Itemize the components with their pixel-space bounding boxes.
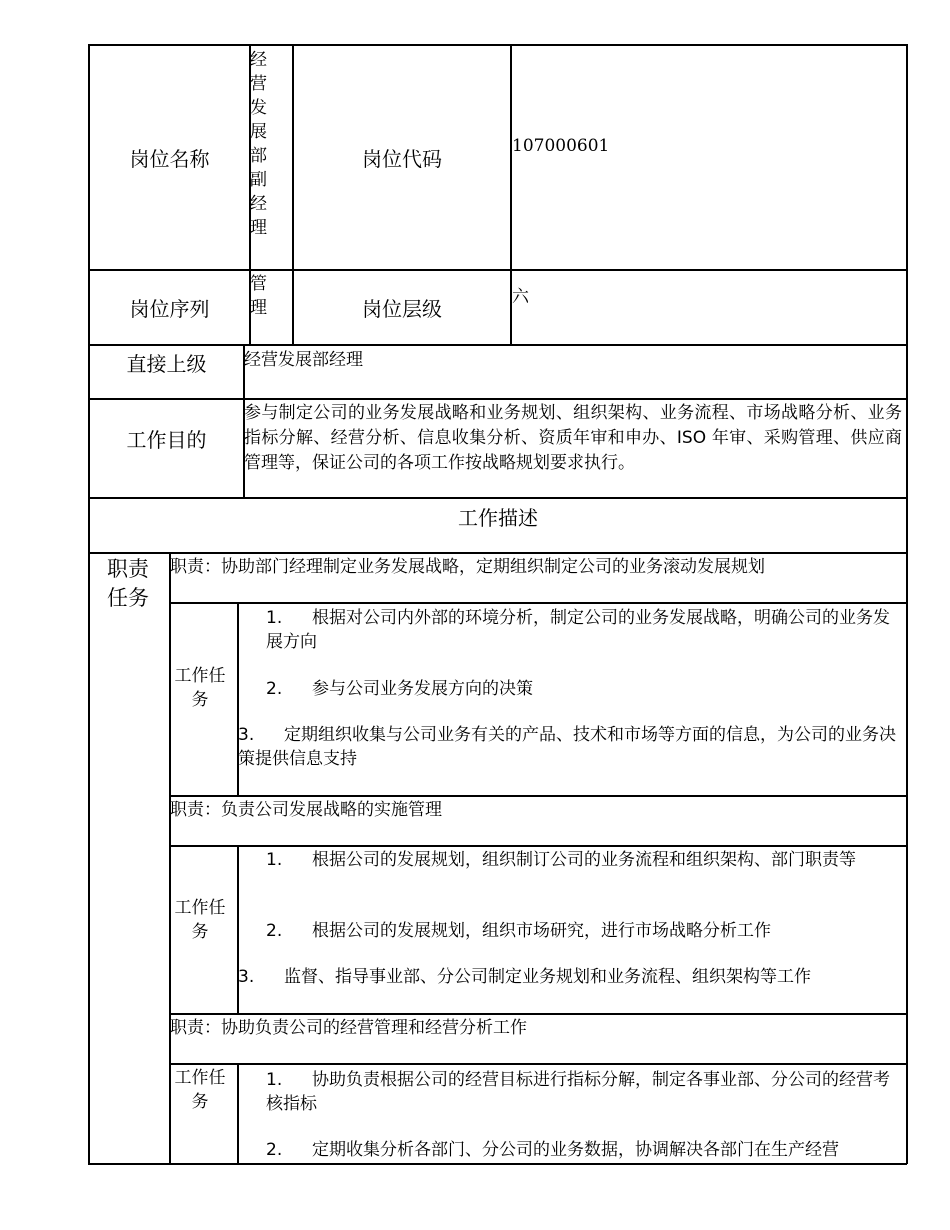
position-name-value: 经营发展部副经理 bbox=[250, 50, 267, 238]
row-divider bbox=[88, 552, 907, 554]
task-text: 根据对公司内外部的环境分析，制定公司的业务发展战略，明确公司的业务发展方向 bbox=[266, 608, 890, 652]
position-sequence-value: 管理 bbox=[250, 274, 267, 318]
task-item bbox=[266, 606, 896, 654]
position-code-value: 107000601 bbox=[512, 136, 610, 156]
task-number: 3. bbox=[238, 725, 255, 745]
duty-title: 职责：负责公司发展战略的实施管理 bbox=[170, 800, 442, 820]
task-number: 1. bbox=[266, 1070, 283, 1090]
task-text: 监督、指导事业部、分公司制定业务规划和业务流程、组织架构等工作 bbox=[284, 967, 811, 987]
task-text: 根据公司的发展规划，组织市场研究，进行市场战略分析工作 bbox=[312, 921, 771, 941]
section-title: 工作描述 bbox=[458, 505, 538, 530]
column-divider bbox=[237, 1063, 239, 1163]
task-item bbox=[266, 1068, 896, 1116]
task-number: 2. bbox=[266, 679, 283, 699]
duty-title: 职责：协助部门经理制定业务发展战略，定期组织制定公司的业务滚动发展规划 bbox=[170, 557, 765, 577]
task-item bbox=[266, 677, 896, 701]
task-text: 定期组织收集与公司业务有关的产品、技术和市场等方面的信息，为公司的业务决策提供信息支持 bbox=[238, 725, 896, 769]
row-divider bbox=[169, 1013, 907, 1015]
position-sequence-label: 岗位序列 bbox=[129, 297, 210, 321]
task-label: 工作任务 bbox=[174, 898, 226, 942]
task-number: 3. bbox=[238, 967, 255, 987]
table-border-bottom bbox=[88, 1163, 907, 1165]
task-label: 工作任务 bbox=[174, 666, 226, 710]
position-name-label: 岗位名称 bbox=[129, 147, 210, 171]
table-border-right bbox=[906, 44, 908, 1164]
work-purpose-label: 工作目的 bbox=[126, 427, 207, 452]
duties-label: 职责任务 bbox=[107, 557, 149, 610]
task-item bbox=[266, 919, 896, 943]
row-divider bbox=[169, 602, 907, 604]
row-divider bbox=[169, 1063, 907, 1065]
position-level-value: 六 bbox=[512, 287, 529, 307]
task-item bbox=[238, 723, 896, 771]
task-item bbox=[266, 1138, 896, 1162]
row-divider bbox=[169, 845, 907, 847]
task-text: 定期收集分析各部门、分公司的业务数据，协调解决各部门在生产经营 bbox=[312, 1140, 839, 1160]
duty-title: 职责：协助负责公司的经营管理和经营分析工作 bbox=[170, 1018, 527, 1038]
direct-superior-value: 经营发展部经理 bbox=[244, 350, 363, 370]
direct-superior-label: 直接上级 bbox=[126, 351, 207, 376]
task-label: 工作任务 bbox=[174, 1068, 226, 1112]
task-item bbox=[238, 965, 896, 989]
task-text: 根据公司的发展规划，组织制订公司的业务流程和组织架构、部门职责等 bbox=[312, 850, 856, 870]
task-number: 1. bbox=[266, 608, 283, 628]
task-item bbox=[266, 848, 896, 872]
task-number: 2. bbox=[266, 921, 283, 941]
task-number: 1. bbox=[266, 850, 283, 870]
task-text: 协助负责根据公司的经营目标进行指标分解，制定各事业部、分公司的经营考核指标 bbox=[266, 1070, 890, 1114]
task-number: 2. bbox=[266, 1140, 283, 1160]
row-divider bbox=[169, 795, 907, 797]
position-level-label: 岗位层级 bbox=[362, 297, 442, 321]
column-divider bbox=[169, 552, 171, 1163]
work-purpose-value: 参与制定公司的业务发展战略和业务规划、组织架构、业务流程、市场战略分析、业务指标分解、经营分析、信息收集分析、资质年审和申办、ISO 年审、采购管理、供应商管理等，保证公司的各项工作按战略规划要求执行。 bbox=[244, 403, 902, 473]
position-code-label: 岗位代码 bbox=[362, 147, 442, 171]
task-text: 参与公司业务发展方向的决策 bbox=[312, 679, 533, 699]
